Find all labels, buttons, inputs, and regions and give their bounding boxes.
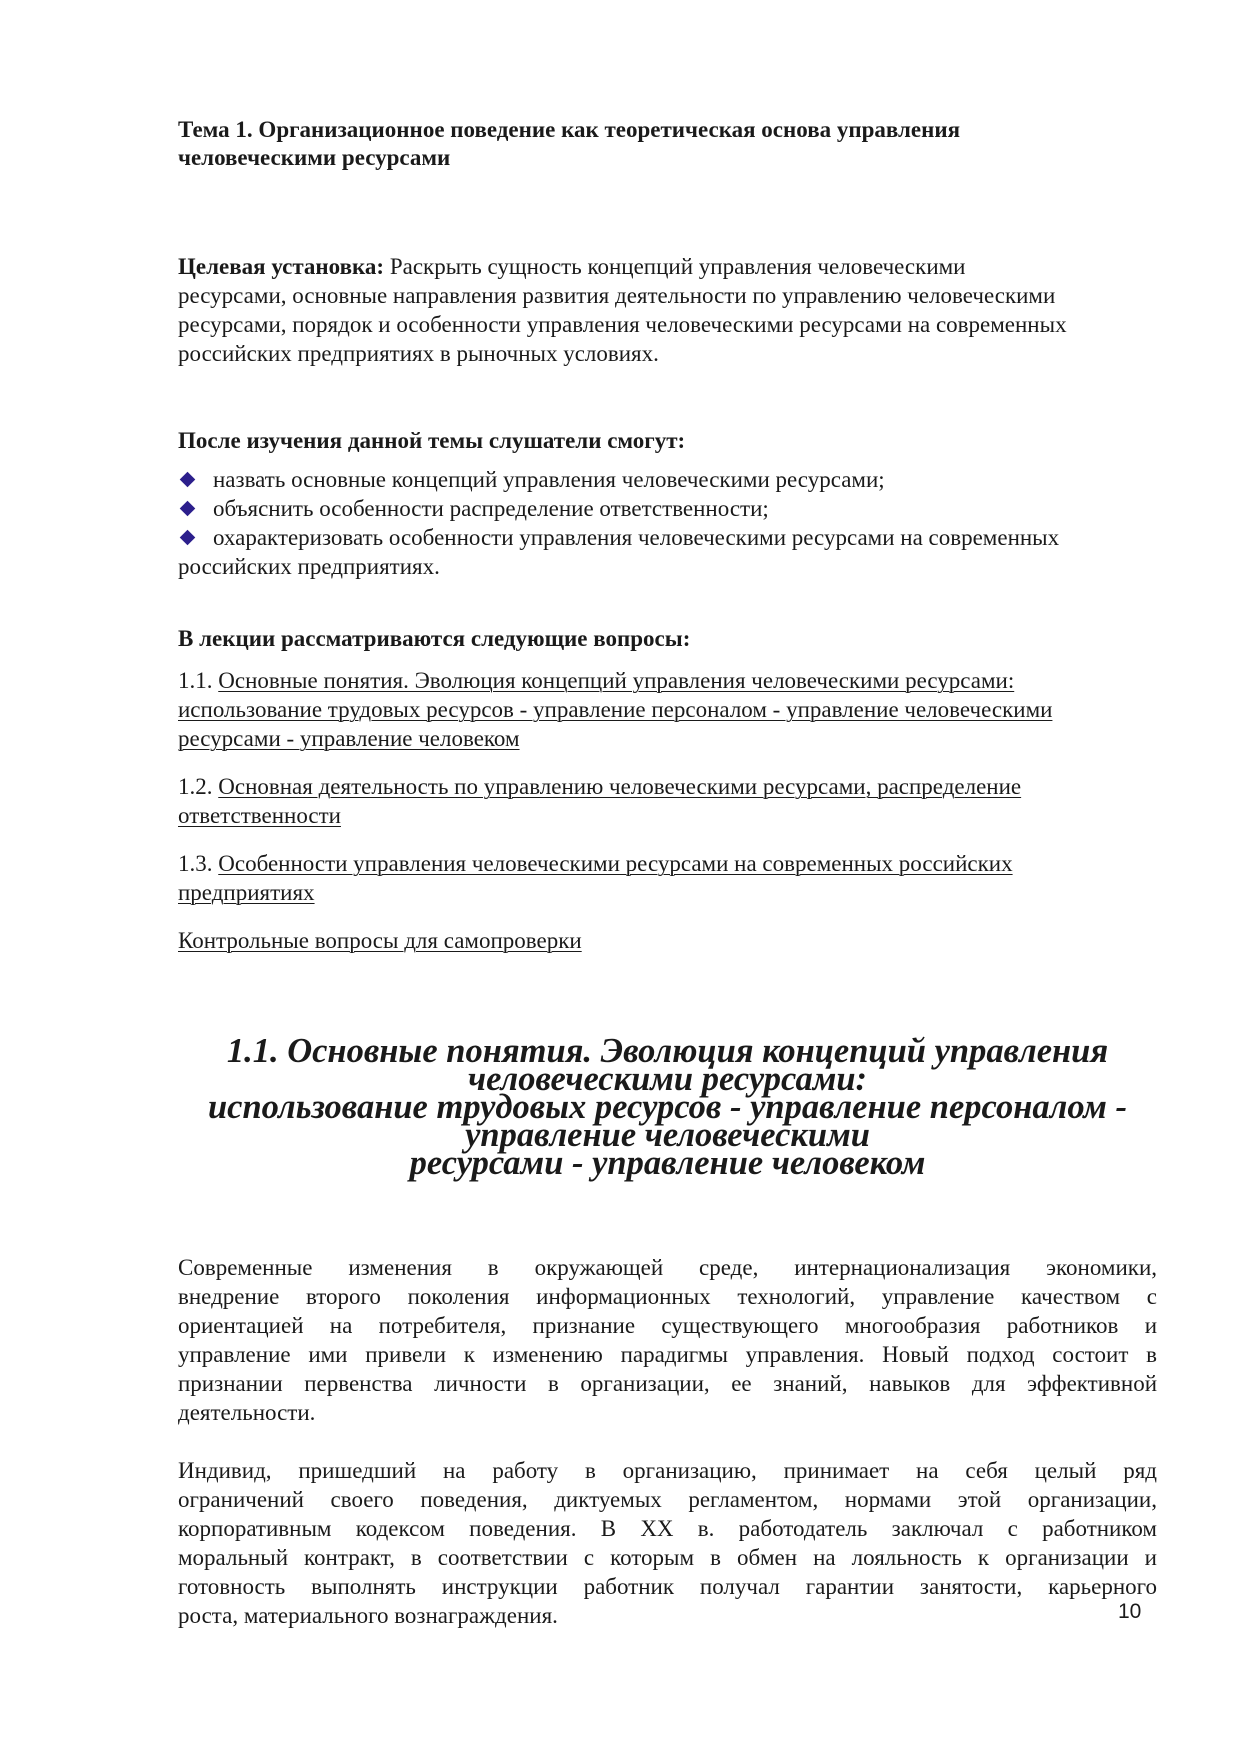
question-link[interactable]: предприятиях bbox=[178, 880, 315, 905]
lecture-questions-list bbox=[178, 666, 1157, 907]
section-title-line: использование трудовых ресурсов - управление персоналом - управление человеческими bbox=[207, 1088, 1128, 1154]
paragraph-line: моральный контракт, в соответствии с которым в обмен на лояльность к организации и bbox=[178, 1545, 1157, 1570]
paragraph-line: деятельности. bbox=[178, 1400, 316, 1425]
question-link[interactable]: ответственности bbox=[178, 803, 341, 828]
question-number: 1.1. bbox=[178, 668, 219, 693]
question-item bbox=[178, 666, 1157, 753]
outcomes-heading: После изучения данной темы слушатели смогут: bbox=[178, 428, 686, 453]
question-link[interactable]: Особенности управления человеческими ресурсами на современных российских bbox=[218, 851, 1013, 876]
paragraph-line: признании первенства личности в организации, ее знаний, навыков для эффективной bbox=[178, 1371, 1157, 1396]
body-paragraph bbox=[178, 1253, 1157, 1427]
outcomes-list bbox=[178, 465, 1157, 581]
paragraph-line: управление ими привели к изменению парадигмы управления. Новый подход состоит в bbox=[178, 1342, 1157, 1367]
question-item bbox=[178, 772, 1157, 830]
question-link[interactable]: использование трудовых ресурсов - управление персоналом - управление человеческими bbox=[178, 697, 1053, 722]
question-number: 1.3. bbox=[178, 851, 219, 876]
section-title bbox=[178, 1032, 1157, 1182]
question-item bbox=[178, 849, 1157, 907]
diamond-bullet-icon bbox=[180, 501, 196, 517]
question-link[interactable]: Основные понятия. Эволюция концепций управления человеческими ресурсами: bbox=[218, 668, 1015, 693]
list-item-text: российских предприятиях. bbox=[178, 554, 440, 579]
list-item-text: назвать основные концепций управления человеческими ресурсами; bbox=[213, 467, 885, 492]
question-link[interactable]: Основная деятельность по управлению человеческими ресурсами, распределение bbox=[218, 774, 1022, 799]
question-number: 1.2. bbox=[178, 774, 219, 799]
page-content bbox=[178, 116, 1157, 1630]
list-item bbox=[178, 465, 1157, 494]
page-number: 10 bbox=[1118, 1600, 1142, 1623]
diamond-bullet-icon bbox=[180, 472, 196, 488]
section-title-line: ресурсами - управление человеком bbox=[409, 1144, 926, 1182]
list-item bbox=[178, 523, 1157, 581]
paragraph-line: внедрение второго поколения информационных технологий, управление качеством с bbox=[178, 1284, 1157, 1309]
diamond-bullet-icon bbox=[180, 530, 196, 546]
paragraph-line: ориентацией на потребителя, признание существующего многообразия работников и bbox=[178, 1313, 1157, 1338]
self-check-questions-link-row bbox=[178, 926, 1157, 955]
paragraph-line: Индивид, пришедший на работу в организацию, принимает на себя целый ряд bbox=[178, 1458, 1157, 1483]
body-paragraph bbox=[178, 1456, 1157, 1630]
goal-line bbox=[178, 252, 1157, 281]
list-item-text: охарактеризовать особенности управления человеческими ресурсами на современных bbox=[213, 525, 1060, 550]
goal-text: Раскрыть сущность концепций управления человеческими bbox=[384, 254, 966, 279]
topic-title bbox=[178, 116, 1157, 172]
question-link[interactable]: ресурсами - управление человеком bbox=[178, 726, 520, 751]
goal-line: ресурсами, основные направления развития деятельности по управлению человеческими bbox=[178, 283, 1056, 308]
section-title-line: 1.1. Основные понятия. Эволюция концепций управления человеческими ресурсами: bbox=[226, 1032, 1109, 1098]
goal-label: Целевая установка: bbox=[178, 254, 385, 279]
goal-line: российских предприятиях в рыночных условиях. bbox=[178, 341, 659, 366]
paragraph-line: ограничений своего поведения, диктуемых регламентом, нормами этой организации, bbox=[178, 1487, 1157, 1512]
goal-line: ресурсами, порядок и особенности управления человеческими ресурсами на современных bbox=[178, 312, 1067, 337]
paragraph-line: Современные изменения в окружающей среде, интернационализация экономики, bbox=[178, 1255, 1157, 1280]
paragraph-line: готовность выполнять инструкции работник получал гарантии занятости, карьерного bbox=[178, 1574, 1157, 1599]
topic-title-line: Тема 1. Организационное поведение как теоретическая основа управления bbox=[178, 117, 961, 142]
list-item-text: объяснить особенности распределение ответственности; bbox=[213, 496, 769, 521]
lecture-questions-heading: В лекции рассматриваются следующие вопросы: bbox=[178, 626, 691, 651]
paragraph-line: корпоративным кодексом поведения. В XX в. работодатель заключал с работником bbox=[178, 1516, 1157, 1541]
list-item bbox=[178, 494, 1157, 523]
self-check-questions-link[interactable]: Контрольные вопросы для самопроверки bbox=[178, 928, 582, 953]
paragraph-line: роста, материального вознаграждения. bbox=[178, 1603, 558, 1628]
goal-paragraph bbox=[178, 252, 1157, 368]
topic-title-line: человеческими ресурсами bbox=[178, 145, 451, 170]
